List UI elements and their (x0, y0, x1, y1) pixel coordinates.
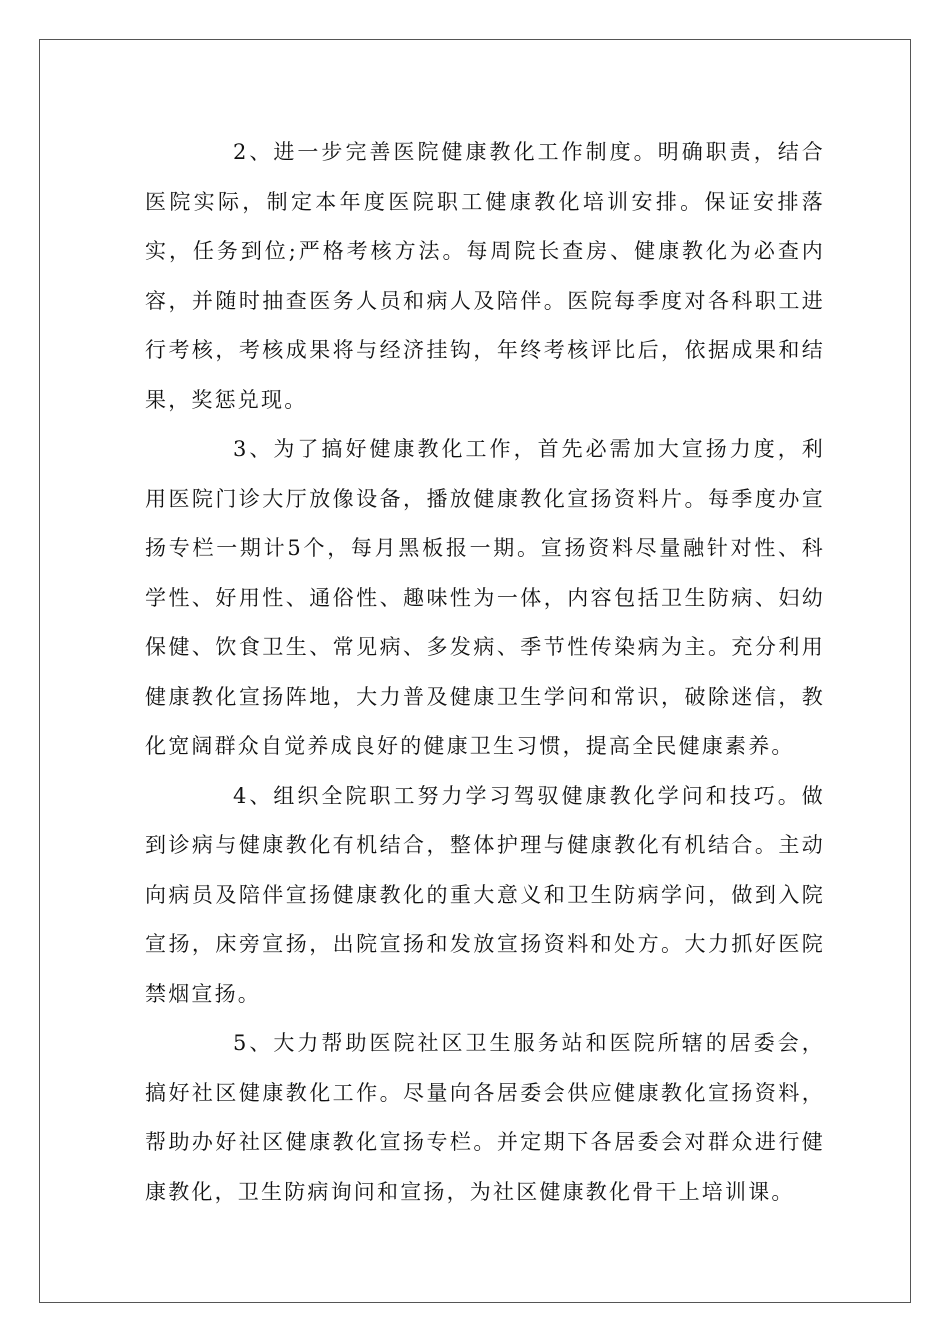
paragraph-item-5: 5、大力帮助医院社区卫生服务站和医院所辖的居委会，搞好社区健康教化工作。尽量向各居委会供应健康教化宣扬资料，帮助办好社区健康教化宣扬专栏。并定期下各居委会对群众进行健康教化，卫生防病询问和宣扬，为社区健康教化骨干上培训课。 (145, 1031, 825, 1204)
document-body (145, 128, 825, 1217)
paragraph-item-4: 4、组织全院职工努力学习驾驭健康教化学问和技巧。做到诊病与健康教化有机结合，整体护理与健康教化有机结合。主动向病员及陪伴宣扬健康教化的重大意义和卫生防病学问，做到入院宣扬，床旁宣扬，出院宣扬和发放宣扬资料和处方。大力抓好医院禁烟宣扬。 (145, 783, 825, 1006)
paragraph-item-2: 2、进一步完善医院健康教化工作制度。明确职责，结合医院实际，制定本年度医院职工健康教化培训安排。保证安排落实，任务到位;严格考核方法。每周院长查房、健康教化为必查内容，并随时抽查医务人员和病人及陪伴。医院每季度对各科职工进行考核，考核成果将与经济挂钩，年终考核评比后，依据成果和结果，奖惩兑现。 (145, 140, 825, 412)
paragraph-item-3: 3、为了搞好健康教化工作，首先必需加大宣扬力度，利用医院门诊大厅放像设备，播放健康教化宣扬资料片。每季度办宣扬专栏一期计5个，每月黑板报一期。宣扬资料尽量融针对性、科学性、好用性、通俗性、趣味性为一体，内容包括卫生防病、妇幼保健、饮食卫生、常见病、多发病、季节性传染病为主。充分利用健康教化宣扬阵地，大力普及健康卫生学问和常识，破除迷信，教化宽阔群众自觉养成良好的健康卫生习惯，提高全民健康素养。 (145, 437, 825, 758)
